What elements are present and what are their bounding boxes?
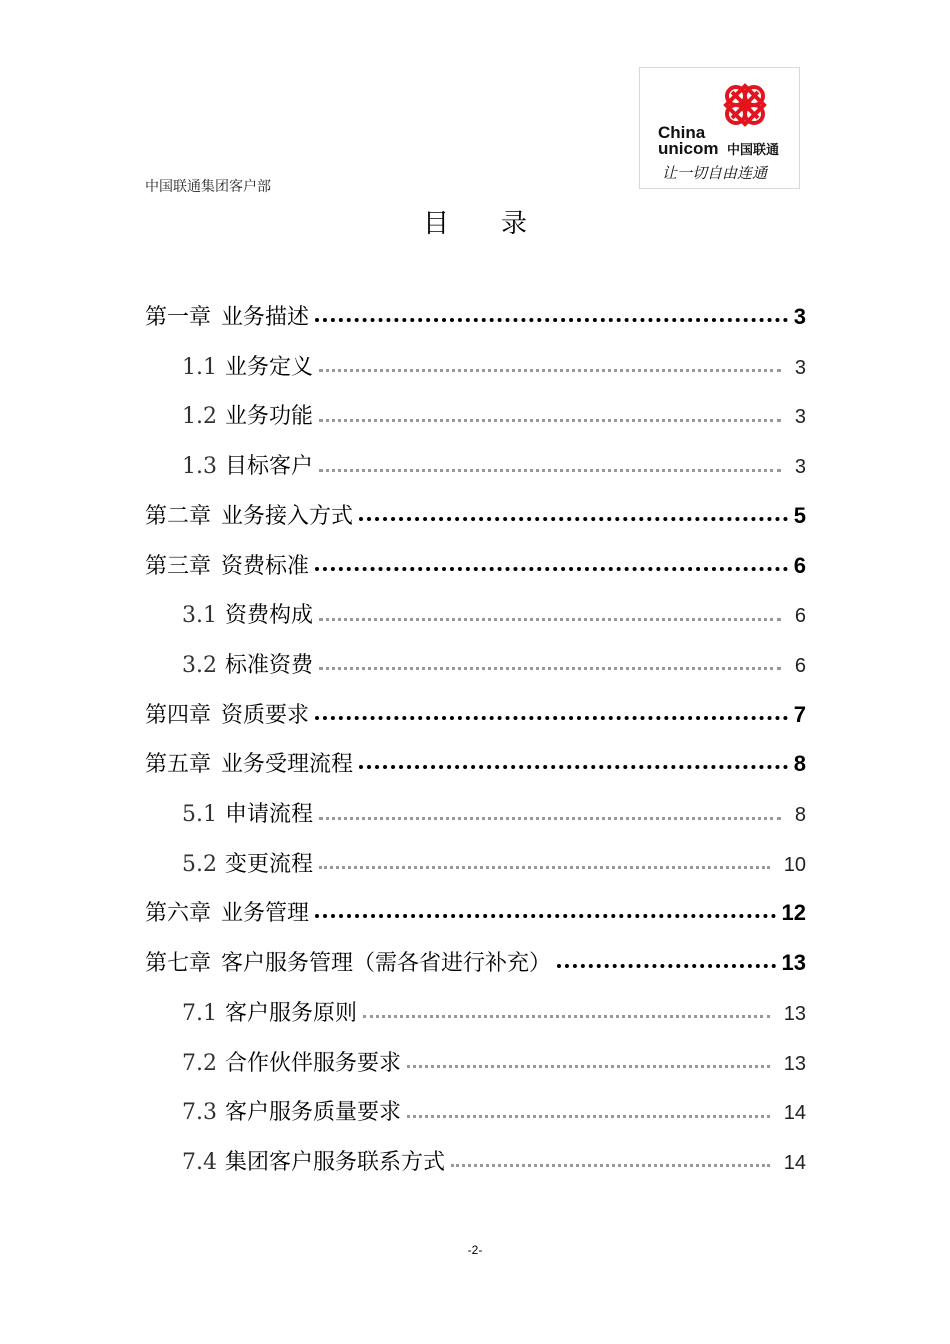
toc-leader-dots	[319, 469, 781, 472]
toc-entry-page: 8	[794, 804, 806, 826]
toc-entry-page: 3	[794, 406, 806, 429]
toc-leader-dots	[315, 914, 775, 918]
toc-chapter-entry[interactable]	[145, 747, 806, 781]
toc-entry-number: 1.2	[182, 404, 217, 430]
toc-entry-page: 6	[794, 654, 806, 677]
toc-section-entry[interactable]	[145, 449, 806, 483]
toc-entry-title: 业务定义	[225, 354, 314, 380]
toc-leader-dots	[319, 419, 781, 422]
toc-chapter-entry[interactable]	[145, 300, 806, 334]
toc-entry-page: 14	[783, 1102, 806, 1125]
toc-section-entry[interactable]	[145, 1095, 806, 1129]
toc-entry-number: 7.2	[182, 1050, 217, 1076]
toc-leader-dots	[557, 964, 775, 968]
toc-entry-page: 12	[781, 900, 806, 926]
toc-entry-title: 业务受理流程	[221, 752, 354, 778]
logo-slogan-text: 让一切自由连通	[662, 164, 768, 182]
toc-entry-title: 资质要求	[221, 702, 310, 728]
toc-leader-dots	[451, 1164, 770, 1167]
toc-chapter-entry[interactable]	[145, 549, 806, 583]
toc-leader-dots	[407, 1115, 770, 1118]
toc-section-entry[interactable]	[145, 797, 806, 831]
toc-leader-dots	[363, 1015, 770, 1018]
toc-entry-page: 3	[793, 304, 806, 329]
toc-title: 目录	[422, 209, 579, 239]
toc-section-entry[interactable]	[145, 1046, 806, 1080]
toc-entry-number: 7.4	[182, 1149, 217, 1175]
toc-entry-page: 6	[793, 552, 806, 578]
toc-leader-dots	[315, 716, 788, 720]
toc-entry-title: 合作伙伴服务要求	[225, 1050, 402, 1076]
toc-leader-dots	[407, 1065, 770, 1068]
china-unicom-knot-icon	[640, 68, 799, 188]
toc-chapter-entry[interactable]	[145, 698, 806, 732]
logo-cn-text: 中国联通	[727, 143, 780, 158]
toc-section-entry[interactable]	[145, 996, 806, 1030]
toc-chapter-entry[interactable]	[145, 499, 806, 533]
toc-entry-page: 3	[794, 356, 806, 379]
toc-entry-number: 3.2	[182, 652, 217, 678]
toc-entry-number: 5.1	[182, 802, 217, 827]
toc-entry-number: 7.1	[182, 1000, 217, 1026]
toc-entry-number: 第三章	[145, 553, 212, 579]
toc-entry-number: 第一章	[145, 305, 212, 330]
toc-entry-number: 3.1	[182, 603, 217, 629]
toc-entry-title: 资费标准	[221, 553, 310, 579]
toc-section-entry[interactable]	[145, 648, 806, 682]
toc-leader-dots	[315, 567, 788, 571]
toc-entry-number: 第四章	[145, 702, 212, 728]
toc-chapter-entry[interactable]	[145, 946, 806, 980]
toc-entry-title: 客户服务质量要求	[225, 1100, 402, 1126]
toc-section-entry[interactable]	[145, 598, 806, 632]
logo-unicom-text: unicom	[658, 139, 719, 158]
toc-entry-title: 业务接入方式	[221, 503, 354, 529]
page-number: -2-	[467, 1243, 483, 1257]
toc-leader-dots	[319, 618, 781, 621]
toc-entry-page: 13	[781, 950, 806, 976]
toc-entry-page: 3	[794, 456, 806, 479]
toc-entry-title: 资费构成	[225, 603, 314, 629]
toc-leader-dots	[319, 866, 770, 869]
toc-leader-dots	[315, 318, 788, 322]
toc-entry-number: 第七章	[145, 951, 212, 977]
toc-entry-title: 业务描述	[221, 305, 310, 330]
toc-entry-title: 变更流程	[225, 851, 314, 877]
toc-entry-number: 1.1	[182, 354, 217, 380]
toc-section-entry[interactable]	[145, 847, 806, 881]
toc-leader-dots	[359, 517, 788, 521]
toc-entry-title: 客户服务原则	[225, 1000, 358, 1026]
toc-entry-title: 标准资费	[225, 652, 314, 678]
toc-section-entry[interactable]	[145, 350, 806, 384]
china-unicom-logo	[639, 67, 800, 189]
toc-leader-dots	[319, 667, 781, 670]
toc-entry-title: 业务功能	[225, 404, 314, 430]
toc-entry-page: 14	[783, 1151, 806, 1174]
toc-entry-page: 7	[793, 701, 806, 727]
toc-entry-title: 客户服务管理（需各省进行补充）	[221, 951, 552, 977]
toc-entry-number: 第五章	[145, 752, 212, 778]
toc-leader-dots	[319, 817, 781, 820]
toc-entry-page: 13	[783, 1052, 806, 1075]
toc-entry-number: 7.3	[182, 1100, 217, 1126]
toc-entry-number: 第六章	[145, 901, 212, 927]
toc-leader-dots	[359, 765, 788, 769]
toc-entry-title: 业务管理	[221, 901, 310, 927]
toc-entry-number: 5.2	[182, 851, 217, 877]
toc-entry-page: 13	[783, 1002, 806, 1025]
toc-entry-page: 8	[793, 751, 806, 777]
toc-entry-number: 第二章	[145, 503, 212, 529]
toc-leader-dots	[319, 369, 781, 372]
toc-entry-title: 申请流程	[225, 802, 314, 827]
toc-section-entry[interactable]	[145, 399, 806, 433]
toc-entry-page: 5	[793, 502, 806, 528]
toc-entry-title: 集团客户服务联系方式	[225, 1149, 446, 1175]
toc-entry-title: 目标客户	[225, 454, 314, 480]
toc-chapter-entry[interactable]	[145, 896, 806, 930]
toc-entry-page: 6	[794, 605, 806, 628]
logo-china-text: China	[658, 123, 706, 142]
toc-entry-number: 1.3	[182, 454, 217, 480]
toc-section-entry[interactable]	[145, 1145, 806, 1179]
department-name: 中国联通集团客户部	[145, 179, 271, 195]
toc-entry-page: 10	[783, 853, 806, 876]
